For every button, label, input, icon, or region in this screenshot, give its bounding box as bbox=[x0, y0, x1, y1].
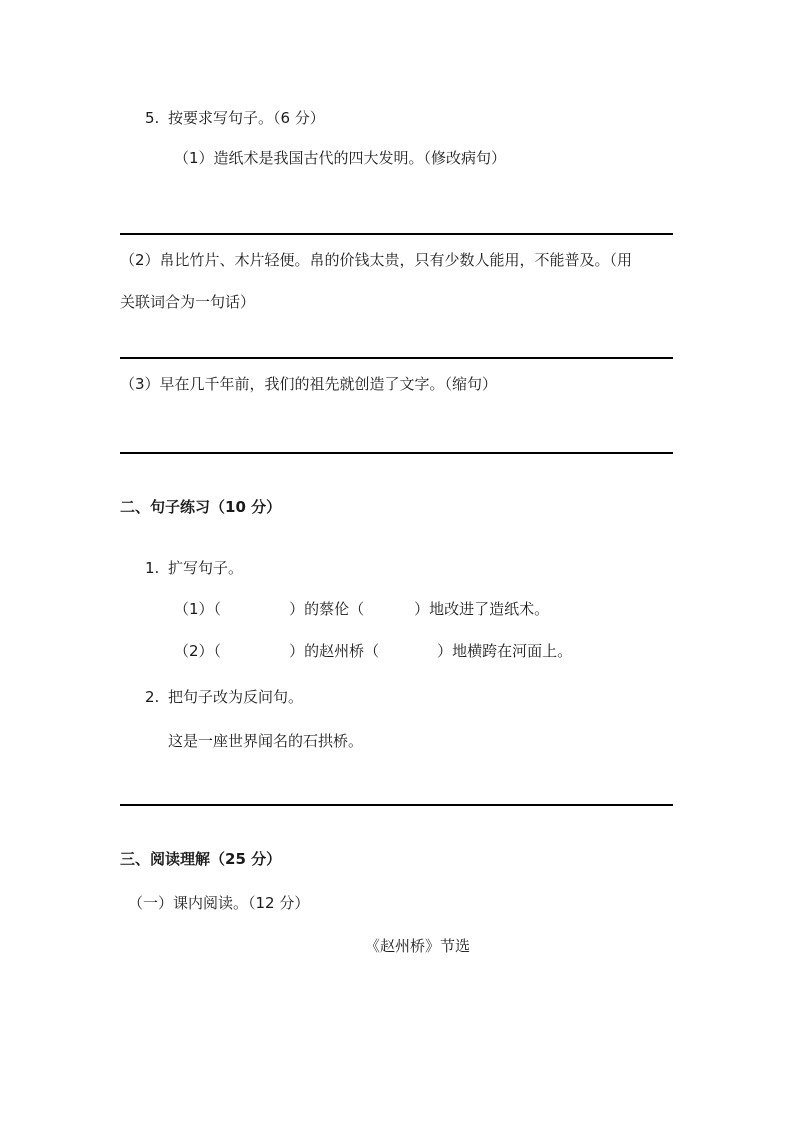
expand-item-1 bbox=[174, 599, 549, 619]
section-2-q1-number: 1. bbox=[145, 559, 160, 577]
answer-line-5-2 bbox=[120, 357, 673, 359]
expand-item-2-end: ）地横跨在河面上。 bbox=[437, 642, 573, 660]
section-2-q2-prompt: 把句子改为反问句。 bbox=[168, 688, 304, 706]
section-2-q2-number: 2. bbox=[145, 688, 160, 706]
expand-item-2-number: （2） bbox=[174, 642, 214, 660]
question-5-item-1: （1）造纸术是我国古代的四大发明。（修改病句） bbox=[174, 149, 507, 167]
question-5-item-3: （3）早在几千年前，我们的祖先就创造了文字。（缩句） bbox=[120, 375, 498, 393]
answer-line-2-2 bbox=[120, 804, 673, 806]
section-2-heading: 二、句子练习（10 分） bbox=[120, 498, 282, 516]
expand-item-2-open: （ bbox=[213, 642, 222, 660]
expand-item-1-end: ）地改进了造纸术。 bbox=[414, 600, 550, 618]
expand-item-1-open: （ bbox=[213, 600, 222, 618]
question-5-item-2-line-1: （2）帛比竹片、木片轻便。帛的价钱太贵，只有少数人能用，不能普及。（用 bbox=[120, 251, 633, 269]
answer-line-5-3 bbox=[120, 452, 673, 454]
section-3-heading: 三、阅读理解（25 分） bbox=[120, 850, 282, 868]
question-5-number: 5. bbox=[145, 109, 160, 127]
section-3-subsection-1: （一）课内阅读。（12 分） bbox=[128, 894, 310, 912]
expand-item-1-middle: ）的蔡伦（ bbox=[289, 600, 365, 618]
answer-line-5-1 bbox=[120, 233, 673, 235]
expand-item-1-number: （1） bbox=[174, 600, 214, 618]
expand-item-2 bbox=[174, 641, 572, 661]
expand-item-2-middle: ）的赵州桥（ bbox=[289, 642, 380, 660]
passage-title: 《赵州桥》节选 bbox=[365, 937, 471, 955]
section-2-q2-sentence: 这是一座世界闻名的石拱桥。 bbox=[168, 732, 364, 750]
section-2-q1-prompt: 扩写句子。 bbox=[168, 559, 244, 577]
question-5-item-2-line-2: 关联词合为一句话） bbox=[120, 293, 256, 311]
question-5-prompt: 按要求写句子。（6 分） bbox=[168, 109, 325, 127]
